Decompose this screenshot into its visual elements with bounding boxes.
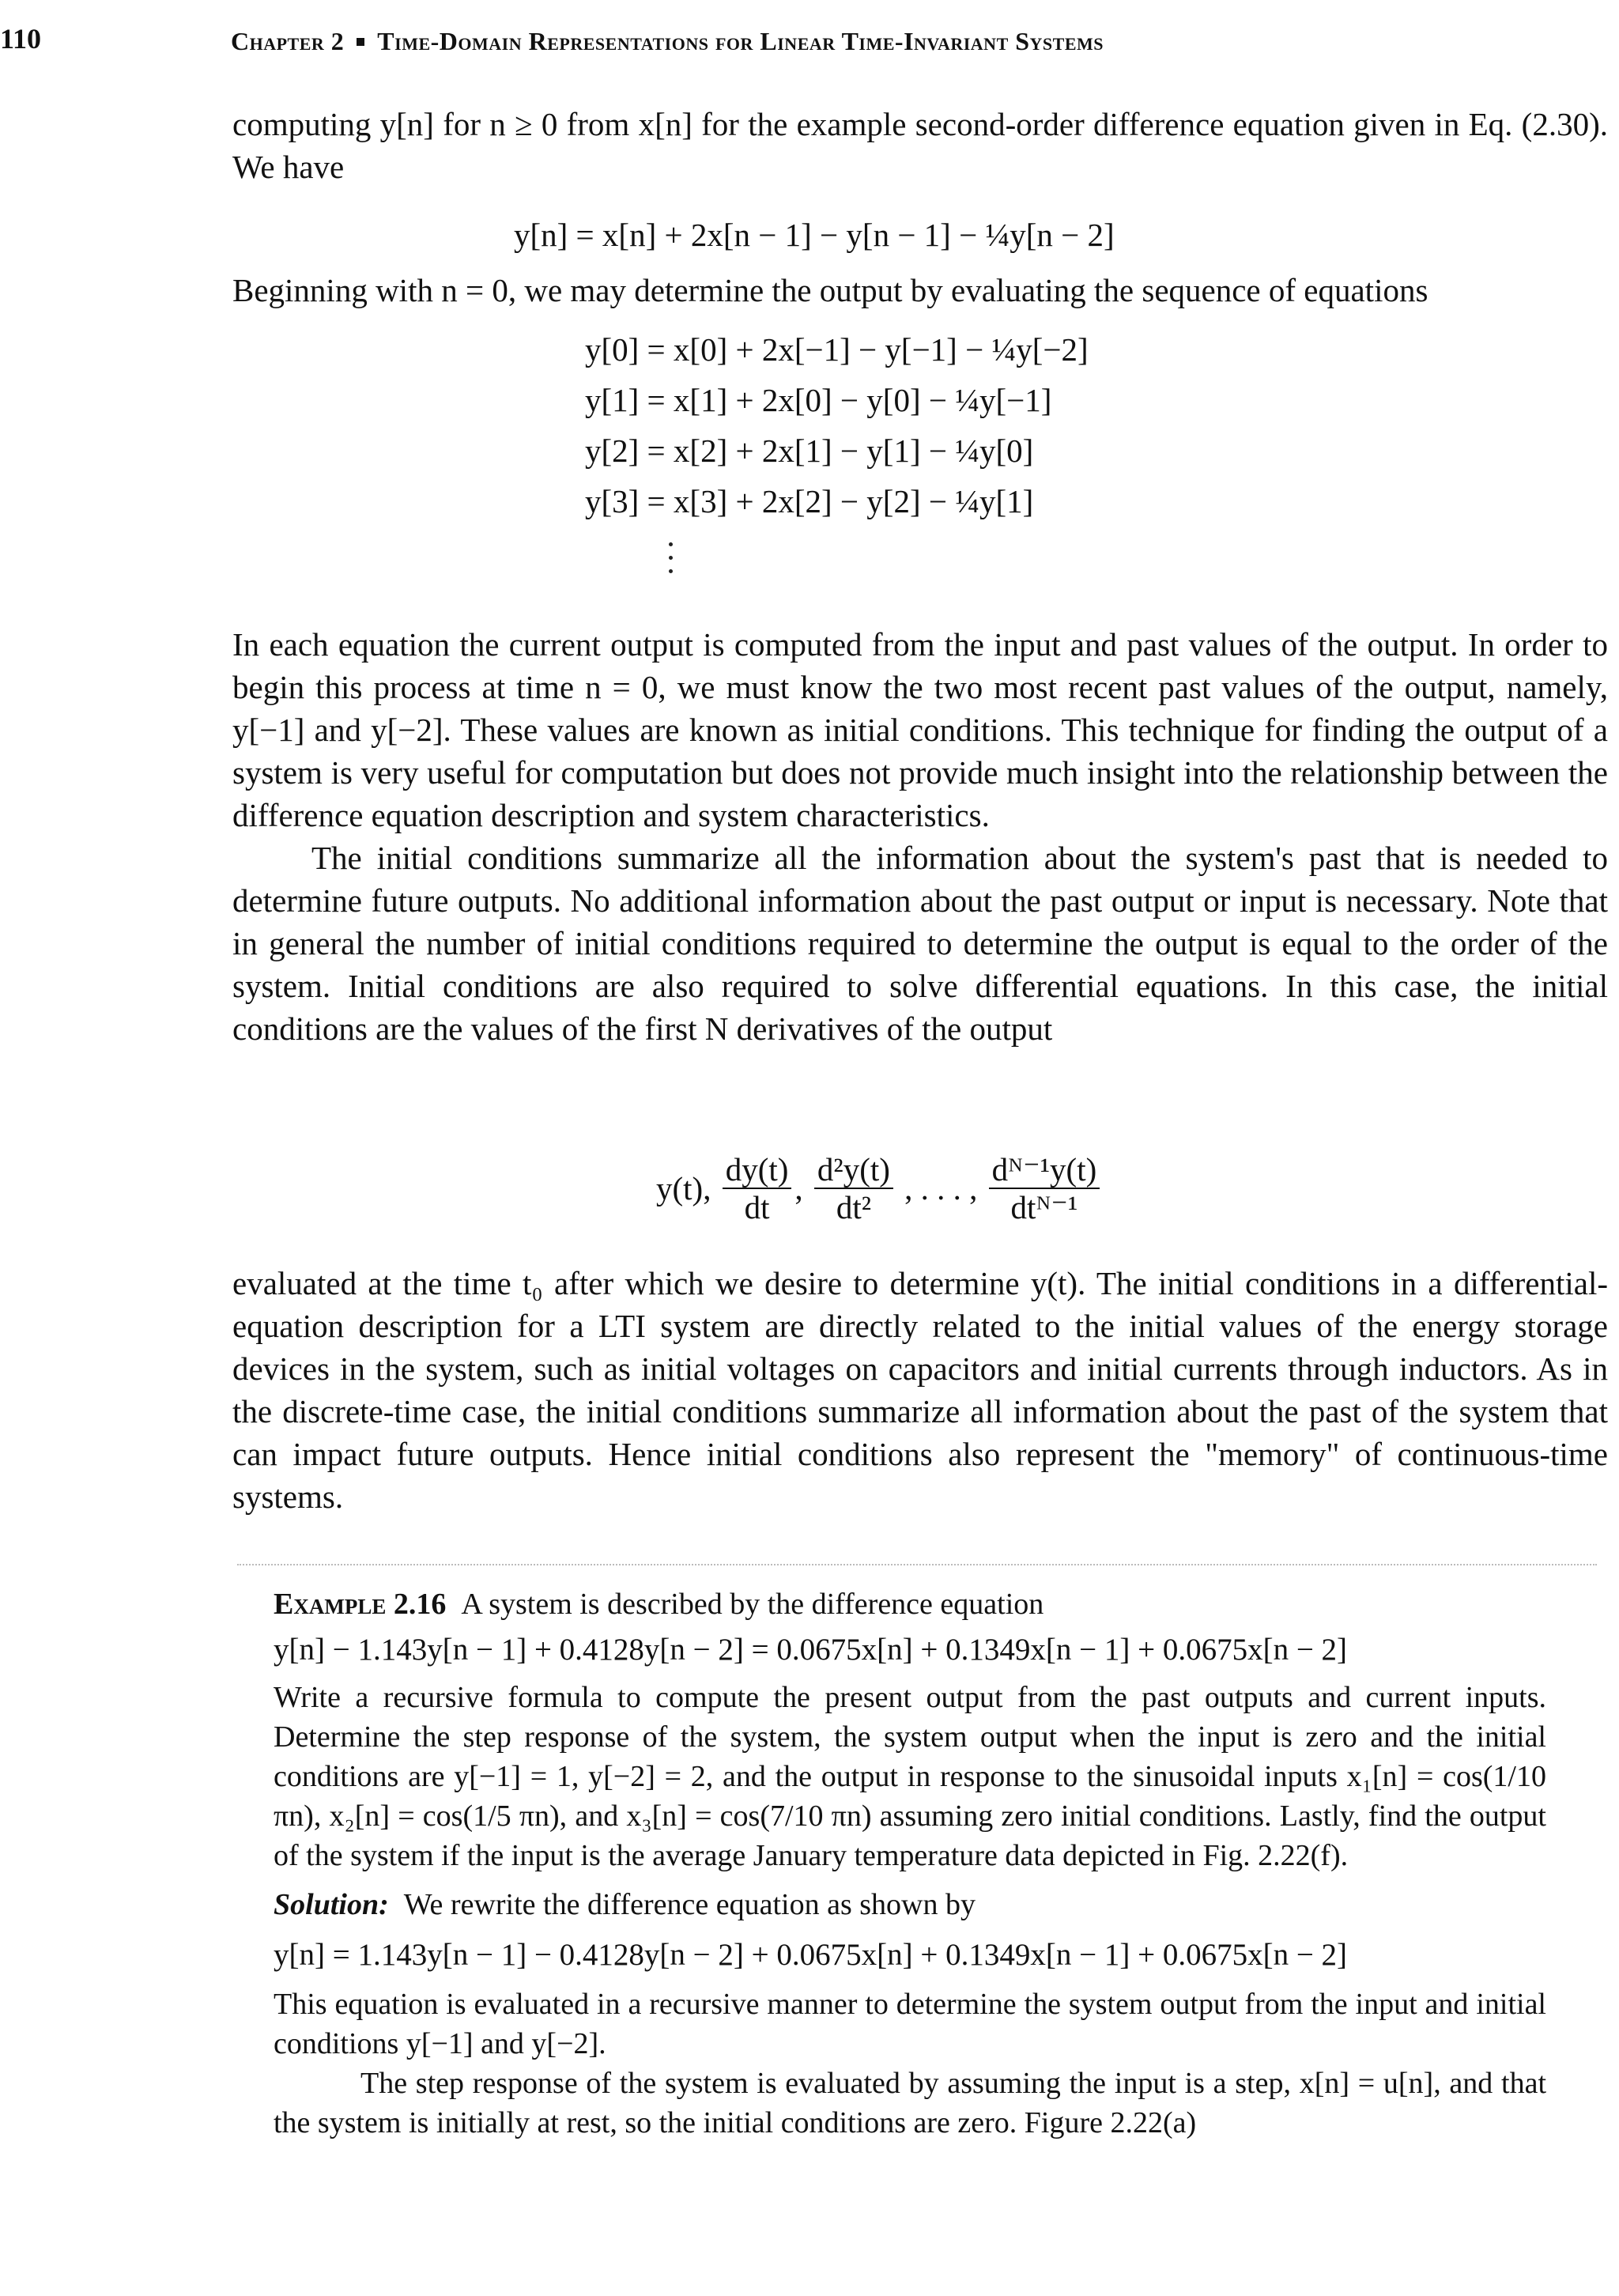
chapter-title: Time-Domain Representations for Linear Time-Invariant Systems [377,27,1104,55]
fraction-numerator: dᴺ⁻¹y(t) [989,1151,1100,1189]
fraction-numerator: dy(t) [723,1151,792,1189]
equation-row: y[3] = x[3] + 2x[2] − y[2] − ¼y[1] [585,483,1034,519]
fraction-first-derivative [723,1151,792,1225]
fraction-second-derivative [814,1151,893,1225]
paragraph-initial-conditions [232,623,1608,1050]
equation-row: y[1] = x[1] + 2x[0] − y[0] − ¼y[−1] [585,382,1052,418]
bullet-separator-icon [357,38,364,46]
example-equation: y[n] − 1.143y[n − 1] + 0.4128y[n − 2] = 0.0675x[n] + 0.1349x[n − 1] + 0.0675x[n − 2] [274,1633,1348,1667]
fraction-denominator: dt² [836,1189,871,1225]
deriv-lead: y(t), [656,1170,711,1207]
equation-row: y[0] = x[0] + 2x[−1] − y[−1] − ¼y[−2] [585,331,1089,368]
running-header [0,22,1619,70]
solution-heading [274,1885,1546,1924]
example-heading [274,1584,1546,1624]
vertical-ellipsis-icon [669,542,677,583]
paragraph-intro [232,103,1608,188]
fraction-denominator: dt [744,1189,770,1225]
paragraph-text: computing y[n] for n ≥ 0 from x[n] for the example second-order difference equation given in Eq. (2.30). We have [232,106,1608,185]
example-intro: A system is described by the difference equation [461,1588,1044,1621]
derivatives-equation: y(t), $\frac{dy(t)}{dt}$ , $\frac{\text{d²y(t)}}{\text{dt²}}$ , . . . , $\frac{\text{dᴺ⁻¹y(t)}}{\text{dtᴺ⁻¹}}$ [656,1151,1103,1225]
paragraph-text: evaluated at the time t₀ after which we desire to determine y(t). The initial conditions in a differential-equation description for a LTI system are directly related to the initial values of the energy storage devices in the system, such as initial voltages on capacitors and initial currents through inductors. As in the discrete-time case, the initial conditions summarize all information about the past of the system that can impact future outputs. Hence initial conditions also represent the "memory" of continuous-time systems. [232,1265,1608,1515]
running-title [231,27,1104,56]
equation-row: y[2] = x[2] + 2x[1] − y[1] − ¼y[0] [585,432,1034,469]
solution-intro: We rewrite the difference equation as shown by [403,1888,976,1921]
solution-paragraph: This equation is evaluated in a recursive manner to determine the system output from the input and initial conditions y[−1] and y[−2]. [274,1988,1546,2060]
example-task: Write a recursive formula to compute the present output from the past outputs and current inputs. Determine the step response of the system, the system output when the input is zero and the initial conditions are y[−1] = 1, y[−2] = 2, and the output in response to the sinusoidal inputs x₁[n] = cos(1/10 πn), x₂[n] = cos(1/5 πn), and x₃[n] = cos(7/10 πn) assuming zero initial conditions. Lastly, find the output of the system if the input is the average January temperature data depicted in Fig. 2.22(f). [274,1681,1546,1872]
paragraph-text: The initial conditions summarize all the information about the system's past that is needed to determine future outputs. No additional information about the past output or input is necessary. Note that in general the number of initial conditions required to determine the output is equal to the order of the system. Initial conditions are also required to solve differential equations. In this case, the initial conditions are the values of the first N derivatives of the output [232,840,1608,1047]
solution-equation: y[n] = 1.143y[n − 1] − 0.4128y[n − 2] + 0.0675x[n] + 0.1349x[n − 1] + 0.0675x[n − 2] [274,1938,1348,1972]
paragraph-evaluated [232,1262,1608,1518]
section-divider [237,1564,1597,1565]
fraction-denominator: dtᴺ⁻¹ [1010,1189,1078,1225]
solution-paragraph: The step response of the system is evaluated by assuming the input is a step, x[n] = u[n], and that the system is initially at rest, so the initial conditions are zero. Figure 2.22(a) [274,2067,1546,2139]
paragraph-sequence-intro [232,269,1608,312]
equation-sequence [585,324,1089,527]
example-label: Example 2.16 [274,1588,447,1621]
chapter-label: Chapter 2 [231,27,345,55]
page-number: 110 [0,23,42,55]
paragraph-text: Beginning with n = 0, we may determine the output by evaluating the sequence of equations [232,272,1428,308]
example-box [274,1584,1546,2143]
fraction-numerator: d²y(t) [814,1151,893,1189]
equation-main: y[n] = x[n] + 2x[n − 1] − y[n − 1] − ¼y[n − 2] [514,217,1115,253]
fraction-nth-derivative [989,1151,1100,1225]
solution-label: Solution: [274,1888,389,1921]
paragraph-text: In each equation the current output is computed from the input and past values of the output. In order to begin this process at time n = 0, we must know the two most recent past values of the output, namely, y[−1] and y[−2]. These values are known as initial conditions. This technique for finding the output of a system is very useful for computation but does not provide much insight into the relationship between the difference equation description and system characteristics. [232,626,1608,833]
deriv-dots: , . . . , [904,1170,978,1207]
